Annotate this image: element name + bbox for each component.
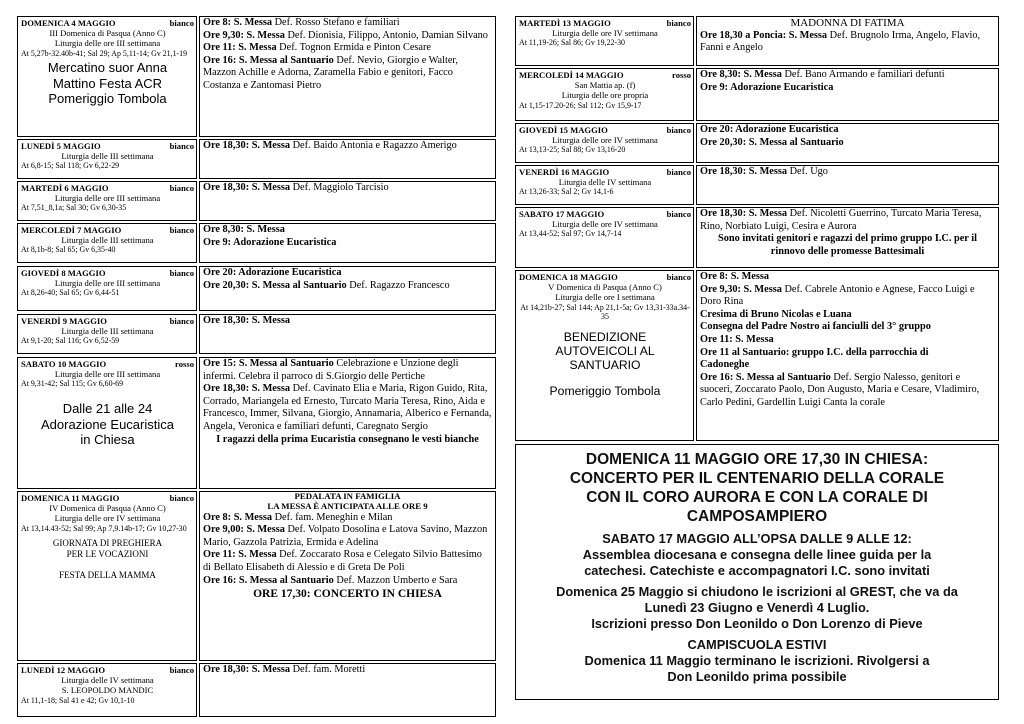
mass-item: Ore 11: S. Messa [700, 333, 774, 345]
day-info [17, 223, 197, 263]
feast-title: MADONNA DI FATIMA [790, 17, 905, 29]
readings: At 6,8-15; Sal 118; Gv 6,22-29 [21, 161, 120, 171]
mass-list [199, 663, 496, 717]
mass-item: Ore 9,30: S. Messa Def. Cabrele Antonio e Agnese, Facco Luigi e Doro Rina [700, 283, 975, 308]
mass-note: I ragazzi della prima Eucaristia consegnano le vesti bianche [216, 433, 479, 445]
liturgical-color: rosso [175, 359, 194, 369]
liturgy-week: Liturgia delle ore III settimana [54, 38, 161, 49]
day-date: DOMENICA 18 MAGGIO [519, 272, 618, 282]
readings: At 11,1-18; Sal 41 e 42; Gv 10,1-10 [21, 695, 135, 705]
day-date: GIOVEDÌ 15 MAGGIO [519, 125, 608, 135]
mass-list [199, 16, 496, 137]
liturgical-color: bianco [666, 125, 691, 135]
readings: At 8,1b-8; Sal 65; Gv 6,35-40 [21, 245, 116, 255]
liturgy-week: Liturgia delle III settimana [61, 151, 154, 162]
readings: At 9,31-42; Sal 115; Gv 6,60-69 [21, 379, 124, 389]
liturgy-week: Liturgia delle ore IV settimana [54, 513, 161, 524]
day-info [515, 270, 694, 441]
readings: At 9,1-20; Sal 116; Gv 6,52-59 [21, 336, 120, 346]
day-entry [17, 223, 496, 263]
mass-list [696, 270, 999, 441]
mass-item: Ore 18,30: S. Messa Def. fam. Moretti [203, 664, 366, 675]
mass-item: Ore 9,00: S. Messa Def. Volpato Dosolina e Latova Savino, Mazzon Mario, Gazzola Patrizia, Ermida e Adelina [203, 524, 488, 548]
day-info [17, 16, 197, 137]
day-entry [515, 270, 999, 441]
liturgical-color: rosso [672, 70, 691, 80]
assembly-notice: SABATO 17 MAGGIO ALL’OPSA DALLE 9 ALLE 12: Assemblea diocesana e consegna delle linee guida per la catechesi. Catechiste e accompagnatori I.C. sono invitati [582, 531, 932, 578]
day-entry [17, 181, 496, 221]
mass-item: Ore 20,30: S. Messa al Santuario [700, 136, 844, 148]
day-info [17, 357, 197, 489]
readings: At 8,26-40; Sal 65; Gv 6,44-51 [21, 288, 120, 298]
mass-item: Ore 20: Adorazione Eucaristica [700, 124, 839, 135]
liturgical-color: bianco [666, 272, 691, 282]
mass-item: Ore 11 al Santuario: gruppo I.C. della parrocchia di [700, 346, 929, 358]
readings: At 13,13-25; Sal 88; Gv 13,16-20 [519, 145, 626, 155]
liturgy-week: Liturgia delle ore propria [561, 90, 649, 101]
day-info [515, 165, 694, 205]
mass-item: Ore 9: Adorazione Eucaristica [700, 81, 834, 93]
day-date: VENERDÌ 16 MAGGIO [519, 167, 610, 177]
liturgy-week: Liturgia delle ore IV settimana [552, 135, 658, 146]
day-entry [17, 491, 496, 661]
day-event: GIORNATA DI PREGHIERA PER LE VOCAZIONI FESTA DELLA MAMMA [52, 538, 163, 580]
mass-item: Consegna del Padre Nostro ai fanciulli del 3° gruppo [700, 321, 931, 333]
day-info [17, 181, 197, 221]
mass-item: Cadoneghe [700, 359, 750, 371]
mass-item: Ore 18,30: S. Messa Def. Nicoletti Guerrino, Turcato Maria Teresa, Rino, Norbiato Luigi, Cesira e Aurora [700, 208, 982, 232]
mass-list [199, 314, 496, 354]
day-entry [17, 139, 496, 179]
liturgical-color: bianco [169, 665, 194, 675]
day-entry [515, 68, 999, 121]
liturgy-week: Liturgia delle III settimana [61, 326, 154, 337]
day-entry [17, 266, 496, 311]
day-date: GIOVEDÌ 8 MAGGIO [21, 268, 106, 278]
mass-list [199, 357, 496, 489]
readings: At 13,44-52; Sal 97; Gv 14,7-14 [519, 229, 622, 239]
mass-item: Ore 15: S. Messa al Santuario Celebrazione e Unzione degli infermi. Celebra il parroco di S.Giorgio delle Pertiche [203, 358, 459, 382]
readings: At 11,19-26; Sal 86; Gv 19,22-30 [519, 38, 626, 48]
liturgy-week: Liturgia delle ore IV settimana [552, 28, 658, 39]
mass-list [199, 181, 496, 221]
concert-notice: DOMENICA 11 MAGGIO ORE 17,30 IN CHIESA: CONCERTO PER IL CENTENARIO DELLA CORALE CON IL CORO AURORA E CON LA CORALE DI CAMPOSAMPIERO [569, 451, 945, 525]
readings: At 13,26-33; Sal 2; Gv 14,1-6 [519, 187, 614, 197]
day-entry [17, 314, 496, 354]
day-info [17, 491, 197, 661]
mass-item: Ore 16: S. Messa al Santuario Def. Nevio, Giorgio e Walter, Mazzon Achille e Adorna, Zaramella Fabio e genitori, Facco Costanza e Zantomasi Pietro [203, 54, 459, 91]
mass-item: Ore 8: S. Messa Def. Rosso Stefano e familiari [203, 17, 400, 28]
mass-item: Ore 8: S. Messa [700, 271, 770, 282]
mass-item: Ore 20,30: S. Messa al Santuario Def. Ragazzo Francesco [203, 279, 450, 291]
day-event: Mercatino suor Anna Mattino Festa ACR Pomeriggio Tombola [47, 60, 168, 107]
liturgical-color: bianco [169, 493, 194, 503]
mass-item: Ore 16: S. Messa al Santuario Def. Mazzon Umberto e Sara [203, 574, 458, 586]
day-date: MARTEDÌ 6 MAGGIO [21, 183, 109, 193]
day-date: MERCOLEDÌ 14 MAGGIO [519, 70, 624, 80]
mass-list [199, 139, 496, 179]
liturgy-title: San Mattia ap. (f) [574, 80, 636, 91]
mass-item: Ore 18,30 a Poncia: S. Messa Def. Brugnolo Irma, Angelo, Flavio, Fanni e Angelo [700, 29, 981, 54]
day-entry [515, 165, 999, 205]
mass-item: Ore 20: Adorazione Eucaristica [203, 267, 342, 278]
liturgical-color: bianco [169, 316, 194, 326]
liturgical-color: bianco [169, 18, 194, 28]
notices-box [515, 444, 999, 700]
day-date: DOMENICA 11 MAGGIO [21, 493, 120, 503]
mass-item: Ore 8,30: S. Messa [203, 224, 285, 235]
day-date: DOMENICA 4 MAGGIO [21, 18, 116, 28]
mass-item: Ore 16: S. Messa al Santuario Def. Sergio Nalesso, genitori e suoceri, Zoccarato Paolo, Don Augusto, Maria e Cesare, Vladimiro, Carlo Pedini, Gardellin Luigi Canta la corale [700, 371, 980, 408]
mass-item: Ore 8: S. Messa Def. fam. Meneghin e Milan [203, 511, 393, 523]
day-date: SABATO 17 MAGGIO [519, 209, 605, 219]
liturgy-title: V Domenica di Pasqua (Anno C) [548, 282, 662, 293]
day-entry [515, 16, 999, 66]
liturgy-week: Liturgia delle ore III settimana [54, 278, 161, 289]
liturgical-color: bianco [169, 183, 194, 193]
mass-item: Ore 11: S. Messa Def. Tognon Ermida e Pinton Cesare [203, 42, 431, 54]
readings: At 7,51_8,1a; Sal 30; Gv 6,30-35 [21, 203, 127, 213]
day-entry [17, 663, 496, 717]
mass-list [696, 68, 999, 121]
camp-notice: CAMPISCUOLA ESTIVI Domenica 11 Maggio terminano le iscrizioni. Rivolgersi a Don Leonildo prima possibile [584, 637, 930, 684]
grest-notice: Domenica 25 Maggio si chiudono le iscrizioni al GREST, che va da Lunedì 23 Giugno e Venerdì 4 Luglio. Iscrizioni presso Don Leonildo o Don Lorenzo di Pieve [556, 584, 958, 631]
mass-item: Ore 9,30: S. Messa Def. Dionisia, Filippo, Antonio, Damian Silvano [203, 29, 488, 41]
mass-item: Ore 9: Adorazione Eucaristica [203, 236, 337, 248]
day-entry [17, 357, 496, 489]
liturgical-color: bianco [169, 268, 194, 278]
mass-item: Ore 18,30: S. Messa Def. Cavinato Elia e Maria, Rigon Guido, Rita, Corrado, Mariangela ed Ernesto, Turcato Maria Teresa, Rino, Aida e Francesco, Immer, Silvana, Giorgio, Annamaria, Alberico e Fernanda, Angela, Veronica e familiari defunti, Caregnato Sergio [203, 383, 492, 432]
liturgy-week: Liturgia delle IV settimana [558, 177, 652, 188]
day-entry [17, 16, 496, 137]
mass-list [199, 491, 496, 661]
day-info [17, 663, 197, 717]
liturgical-color: bianco [666, 18, 691, 28]
day-date: MARTEDÌ 13 MAGGIO [519, 18, 611, 28]
mass-item: Ore 18,30: S. Messa Def. Maggiolo Tarcisio [203, 182, 389, 193]
readings: At 14,21b-27; Sal 144; Ap 21,1-5a; Gv 13,31-33a.34-35 [520, 302, 690, 322]
mass-header: LA MESSA È ANTICIPATA ALLE ORE 9 [267, 500, 428, 511]
mass-item: Ore 8,30: S. Messa Def. Bano Armando e familiari defunti [700, 69, 945, 80]
readings: At 5,27b-32.40b-41; Sal 29; Ap 5,11-14; Gv 21,1-19 [21, 48, 188, 58]
liturgy-week: Liturgia delle ore I settimana [555, 292, 655, 303]
mass-note: Sono invitati genitori e ragazzi del primo gruppo I.C. per il rinnovo delle promesse Battesimali [718, 233, 977, 257]
day-date: LUNEDÌ 5 MAGGIO [21, 141, 101, 151]
liturgical-color: bianco [169, 141, 194, 151]
liturgical-color: bianco [169, 225, 194, 235]
liturgy-week: Liturgia delle ore III settimana [54, 369, 161, 380]
mass-item: Ore 11: S. Messa Def. Zoccarato Rosa e Celegato Silvio Battesimo di Bellato Elisabeth di Alessio e di Greta De Poli [203, 549, 482, 573]
day-info [515, 207, 694, 268]
liturgical-color: bianco [666, 167, 691, 177]
readings: At 13,14.43-52; Sal 99; Ap 7,9.14b-17; Gv 10,27-30 [21, 523, 187, 533]
liturgical-color: bianco [666, 209, 691, 219]
mass-list [696, 207, 999, 268]
mass-list [199, 266, 496, 311]
mass-header: PEDALATA IN FAMIGLIA [294, 491, 401, 501]
day-entry [515, 123, 999, 163]
day-info [515, 16, 694, 66]
mass-item: Ore 18,30: S. Messa [203, 315, 291, 326]
day-info [515, 123, 694, 163]
day-entry [515, 207, 999, 268]
liturgy-title: III Domenica di Pasqua (Anno C) [49, 28, 166, 39]
day-info [515, 68, 694, 121]
saint-name: S. LEOPOLDO MANDIC [61, 685, 154, 696]
mass-note: ORE 17,30: CONCERTO IN CHIESA [253, 588, 442, 601]
mass-list [199, 223, 496, 263]
mass-item: Cresima di Bruno Nicolas e Luana [700, 308, 852, 320]
mass-list [696, 123, 999, 163]
day-date: VENERDÌ 9 MAGGIO [21, 316, 107, 326]
liturgy-week: Liturgia delle ore IV settimana [552, 219, 658, 230]
mass-item: Ore 18,30: S. Messa Def. Ugo [700, 166, 828, 177]
mass-list [696, 165, 999, 205]
day-date: SABATO 10 MAGGIO [21, 359, 107, 369]
mass-list [696, 16, 999, 66]
mass-item: Ore 18,30: S. Messa Def. Baido Antonia e Ragazzo Amerigo [203, 140, 457, 151]
readings: At 1,15-17.20-26; Sal 112; Gv 15,9-17 [519, 100, 642, 110]
day-event: Dalle 21 alle 24 Adorazione Eucaristica in Chiesa [41, 401, 174, 447]
day-info [17, 314, 197, 354]
liturgy-title: IV Domenica di Pasqua (Anno C) [49, 503, 166, 514]
day-date: MERCOLEDÌ 7 MAGGIO [21, 225, 122, 235]
day-info [17, 139, 197, 179]
day-info [17, 266, 197, 311]
liturgy-week: Liturgia delle ore III settimana [54, 193, 161, 204]
liturgy-week: Liturgia delle IV settimana [61, 675, 154, 686]
day-event: BENEDIZIONE AUTOVEICOLI AL SANTUARIO Pomeriggio Tombola [549, 329, 661, 399]
day-date: LUNEDÌ 12 MAGGIO [21, 665, 106, 675]
liturgy-week: Liturgia delle III settimana [61, 235, 154, 246]
